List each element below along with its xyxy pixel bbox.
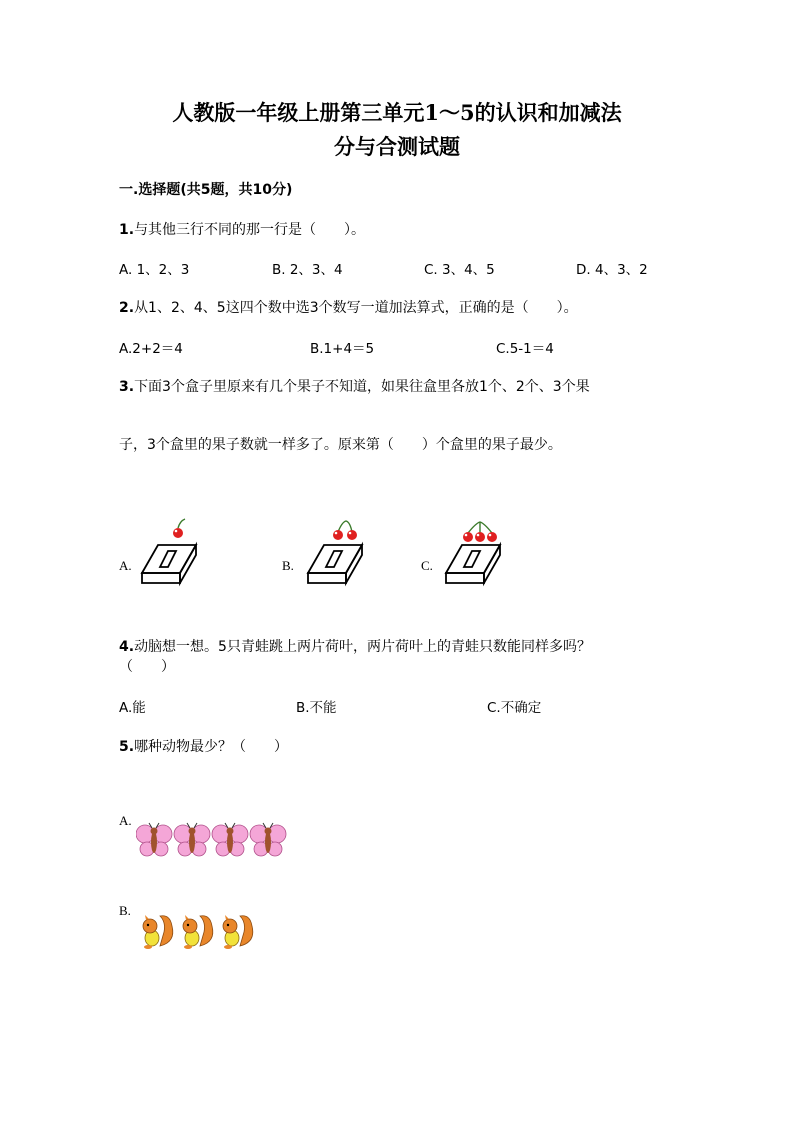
option-3b-label[interactable]: B. [282, 558, 294, 573]
cherry-icon [333, 521, 357, 540]
page-title: 人教版一年级上册第三单元1～5的认识和加减法 [172, 100, 622, 125]
butterfly-icon [174, 823, 210, 856]
question-number: 3. [119, 379, 135, 395]
question-3-line2: 子，3个盒里的果子数就一样多了。原来第（ ）个盒里的果子最少。 [119, 437, 562, 453]
question-text: 哪种动物最少？（ ） [134, 739, 289, 755]
box-with-2-cherries-image [302, 515, 382, 589]
butterflies-row [136, 822, 296, 862]
option-4a[interactable]: A.能 [119, 700, 146, 716]
option-3a-label[interactable]: A. [119, 558, 132, 573]
question-text: 从1、2、4、5这四个数中选3个数写一道加法算式，正确的是（ ）。 [134, 300, 578, 316]
question-number: 4. [119, 639, 135, 655]
option-2b[interactable]: B.1+4＝5 [310, 341, 375, 357]
question-number: 2. [119, 300, 135, 316]
question-4 [119, 636, 591, 656]
question-1 [119, 219, 365, 239]
option-1b[interactable]: B. 2、3、4 [272, 262, 343, 278]
option-2a[interactable]: A.2+2＝4 [119, 341, 183, 357]
question-3 [119, 376, 590, 396]
cherry-icon [463, 522, 497, 542]
option-5a-label[interactable]: A. [119, 813, 132, 828]
squirrels-row [138, 912, 268, 952]
butterfly-icon [136, 823, 172, 856]
option-1d[interactable]: D. 4、3、2 [576, 262, 648, 278]
squirrel-icon [143, 915, 173, 949]
question-text: 与其他三行不同的那一行是（ ）。 [134, 222, 366, 238]
box-with-3-cherries-image [440, 515, 520, 589]
option-4c[interactable]: C.不确定 [487, 700, 542, 716]
squirrel-icon [223, 915, 253, 949]
question-number: 5. [119, 739, 135, 755]
option-3c-label[interactable]: C. [421, 558, 433, 573]
option-1c[interactable]: C. 3、4、5 [424, 262, 495, 278]
option-2c[interactable]: C.5-1＝4 [496, 341, 554, 357]
question-text: 下面3个盒子里原来有几个果子不知道，如果往盒里各放1个、2个、3个果 [134, 379, 590, 395]
option-4b[interactable]: B.不能 [296, 700, 337, 716]
butterfly-icon [250, 823, 286, 856]
section-heading: 一.选择题(共5题，共10分) [119, 182, 293, 198]
option-1a[interactable]: A. 1、2、3 [119, 262, 190, 278]
box-with-1-cherry-image [138, 515, 214, 589]
question-text: 动脑想一想。5只青蛙跳上两片荷叶，两片荷叶上的青蛙只数能同样多吗？ [134, 639, 591, 655]
question-4-answer-blank: （ ） [119, 659, 175, 675]
question-5 [119, 736, 288, 756]
option-5b-label[interactable]: B. [119, 903, 131, 918]
squirrel-icon [183, 915, 213, 949]
question-number: 1. [119, 222, 135, 238]
butterfly-icon [212, 823, 248, 856]
question-2 [119, 297, 578, 317]
cherry-icon [173, 519, 185, 538]
page-subtitle: 分与合测试题 [334, 134, 460, 159]
